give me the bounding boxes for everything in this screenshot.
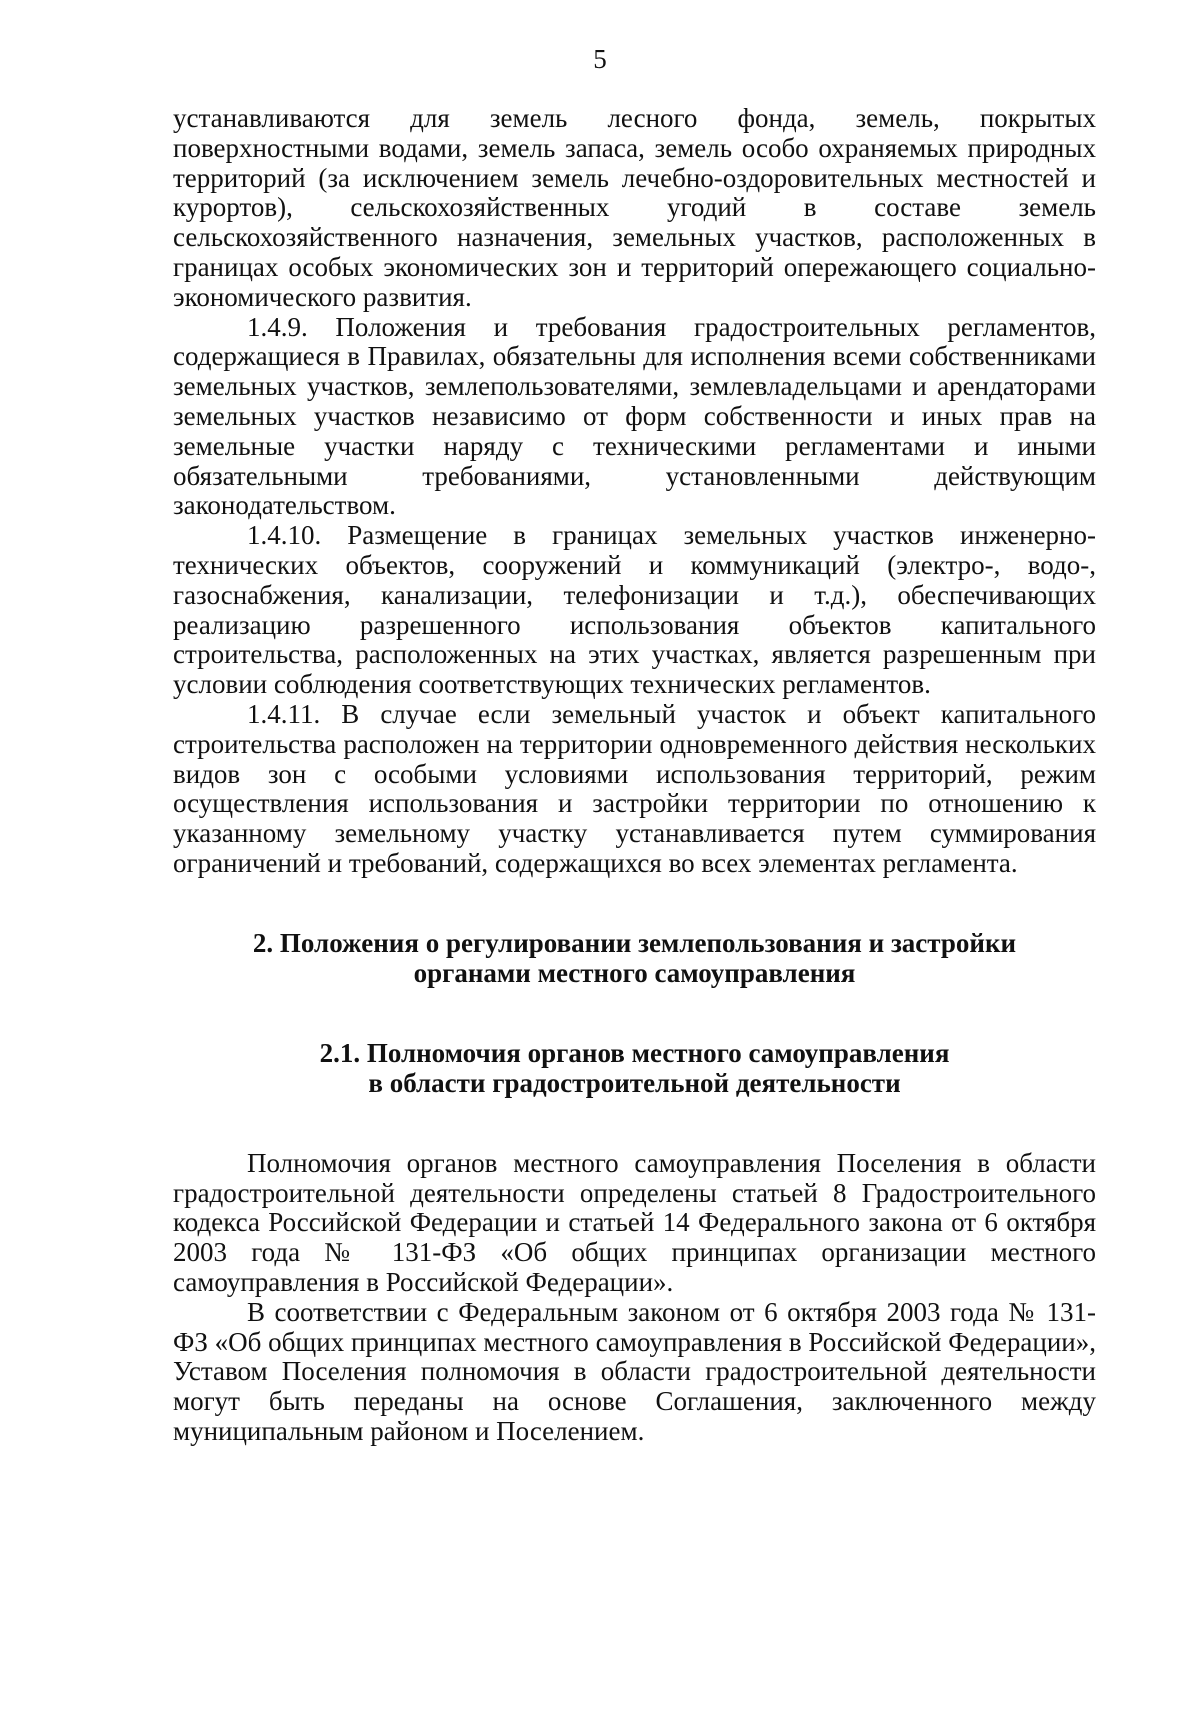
paragraph-transfer: В соответствии с Федеральным законом от 6 октября 2003 года № 131-ФЗ «Об общих принципах местного самоуправления в Российской Федерации», Уставом Поселения полномочия в области градостроительной деятельности могут быть переданы на основе Соглашения, заключенного между муниципальным районом и Поселением.	[173, 1296, 1096, 1446]
section-heading	[173, 928, 1096, 988]
paragraph-1-4-10: 1.4.10. Размещение в границах земельных участков инженерно-технических объектов, сооружений и коммуникаций (электро-, водо-, газоснабжения, канализации, телефонизации и т.д.), обеспечивающих реализацию разрешенного использования объектов капитального строительства, расположенных на этих участках, является разрешенным при условии соблюдения соответствующих технических регламентов.	[173, 520, 1096, 700]
paragraph-1-4-9: 1.4.9. Положения и требования градостроительных регламентов, содержащиеся в Правилах, обязательны для исполнения всеми собственниками земельных участков, землепользователями, землевладельцами и арендаторами земельных участков независимо от форм собственности и иных прав на земельные участки наряду с техническими регламентами и иными обязательными требованиями, установленными действующим законодательством.	[173, 311, 1096, 521]
subsection-heading-line-1: 2.1. Полномочия органов местного самоуправления	[319, 1037, 950, 1068]
page-number: 5	[593, 44, 607, 74]
section-heading-line-2: органами местного самоуправления	[413, 957, 856, 988]
subsection-heading-line-2: в области градостроительной деятельности	[368, 1067, 901, 1098]
paragraph-continuation: устанавливаются для земель лесного фонда, земель, покрытых поверхностными водами, земель запаса, земель особо охраняемых природных территорий (за исключением земель лечебно-оздоровительных местностей и курортов), сельскохозяйственных угодий в составе земель сельскохозяйственного назначения, земельных участков, расположенных в границах особых экономических зон и территорий опережающего социально-экономического развития.	[173, 103, 1096, 312]
section-heading-line-1: 2. Положения о регулировании землепользования и застройки	[252, 927, 1017, 958]
subsection-heading	[173, 1038, 1096, 1098]
paragraph-powers: Полномочия органов местного самоуправления Поселения в области градостроительной деятельности определены статьей 8 Градостроительного кодекса Российской Федерации и статьей 14 Федерального закона от 6 октября 2003 года № 131-ФЗ «Об общих принципах организации местного самоуправления в Российской Федерации».	[173, 1147, 1096, 1297]
paragraph-1-4-11: 1.4.11. В случае если земельный участок и объект капитального строительства расположен на территории одновременного действия нескольких видов зон с особыми условиями использования территорий, режим осуществления использования и застройки территории по отношению к указанному земельному участку устанавливается путем суммирования ограничений и требований, содержащихся во всех элементах регламента.	[173, 698, 1096, 878]
document-body	[173, 104, 1096, 1447]
